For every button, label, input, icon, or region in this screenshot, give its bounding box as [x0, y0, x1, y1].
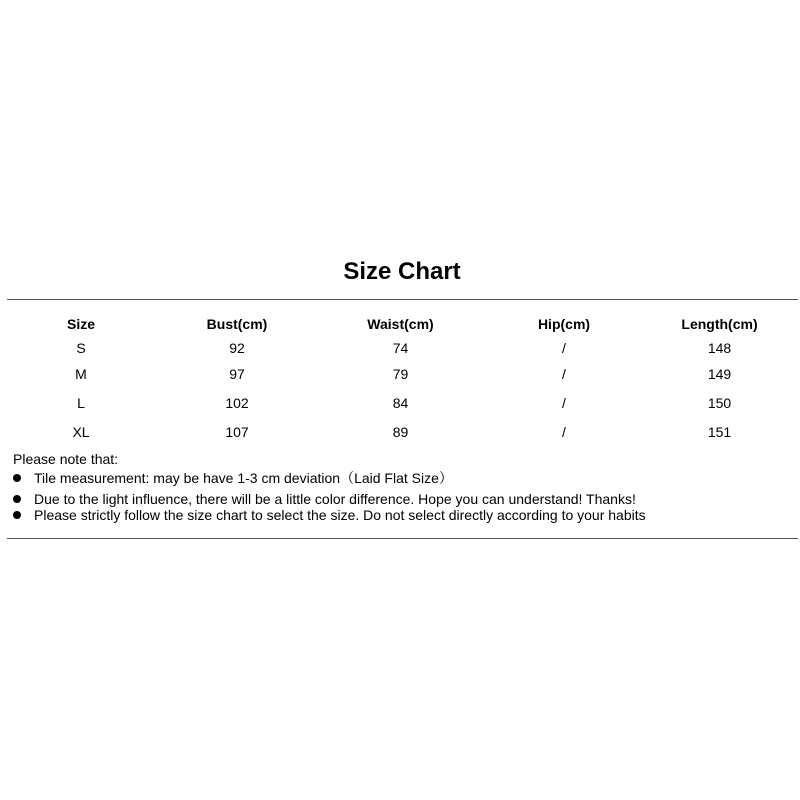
table-header-row [0, 312, 800, 336]
size-table [0, 312, 800, 447]
cell-bust: 92 [229, 340, 245, 356]
cell-bust: 102 [225, 395, 249, 411]
top-divider [7, 299, 798, 300]
bullet-icon [13, 495, 21, 503]
bottom-divider [7, 538, 798, 539]
table-row [0, 418, 800, 447]
notes-intro: Please note that: [13, 451, 119, 467]
cell-bust: 97 [229, 366, 245, 382]
cell-bust: 107 [225, 424, 249, 440]
cell-waist: 84 [392, 395, 409, 411]
cell-waist: 79 [392, 366, 409, 382]
cell-hip: / [562, 424, 566, 440]
header-hip: Hip(cm) [537, 316, 591, 332]
note-item [13, 469, 646, 487]
page-title: Size Chart [343, 258, 461, 285]
table-row [0, 360, 800, 389]
cell-waist: 89 [392, 424, 409, 440]
cell-waist: 74 [392, 340, 409, 356]
bullet-icon [13, 474, 21, 482]
note-item [13, 506, 646, 524]
cell-size: S [76, 340, 86, 356]
table-row [0, 336, 800, 360]
cell-length: 151 [707, 424, 732, 440]
cell-hip: / [562, 340, 566, 356]
cell-hip: / [562, 366, 566, 382]
note-text: Tile measurement: may be have 1-3 cm deviation（Laid Flat Size） [34, 470, 453, 486]
cell-length: 149 [707, 366, 732, 382]
cell-length: 148 [707, 340, 732, 356]
note-text: Please strictly follow the size chart to select the size. Do not select directly according to your habits [34, 507, 646, 523]
notes-list [13, 469, 646, 524]
table-row [0, 389, 800, 418]
cell-length: 150 [707, 395, 732, 411]
cell-size: M [75, 366, 87, 382]
header-waist: Waist(cm) [367, 316, 434, 332]
cell-size: L [77, 395, 85, 411]
note-text: Due to the light influence, there will be a little color difference. Hope you can understand! Thanks! [34, 491, 636, 507]
cell-hip: / [562, 395, 566, 411]
header-length: Length(cm) [681, 316, 758, 332]
header-bust: Bust(cm) [206, 316, 268, 332]
cell-size: XL [72, 424, 90, 440]
bullet-icon [13, 511, 21, 519]
header-size: Size [66, 316, 95, 332]
